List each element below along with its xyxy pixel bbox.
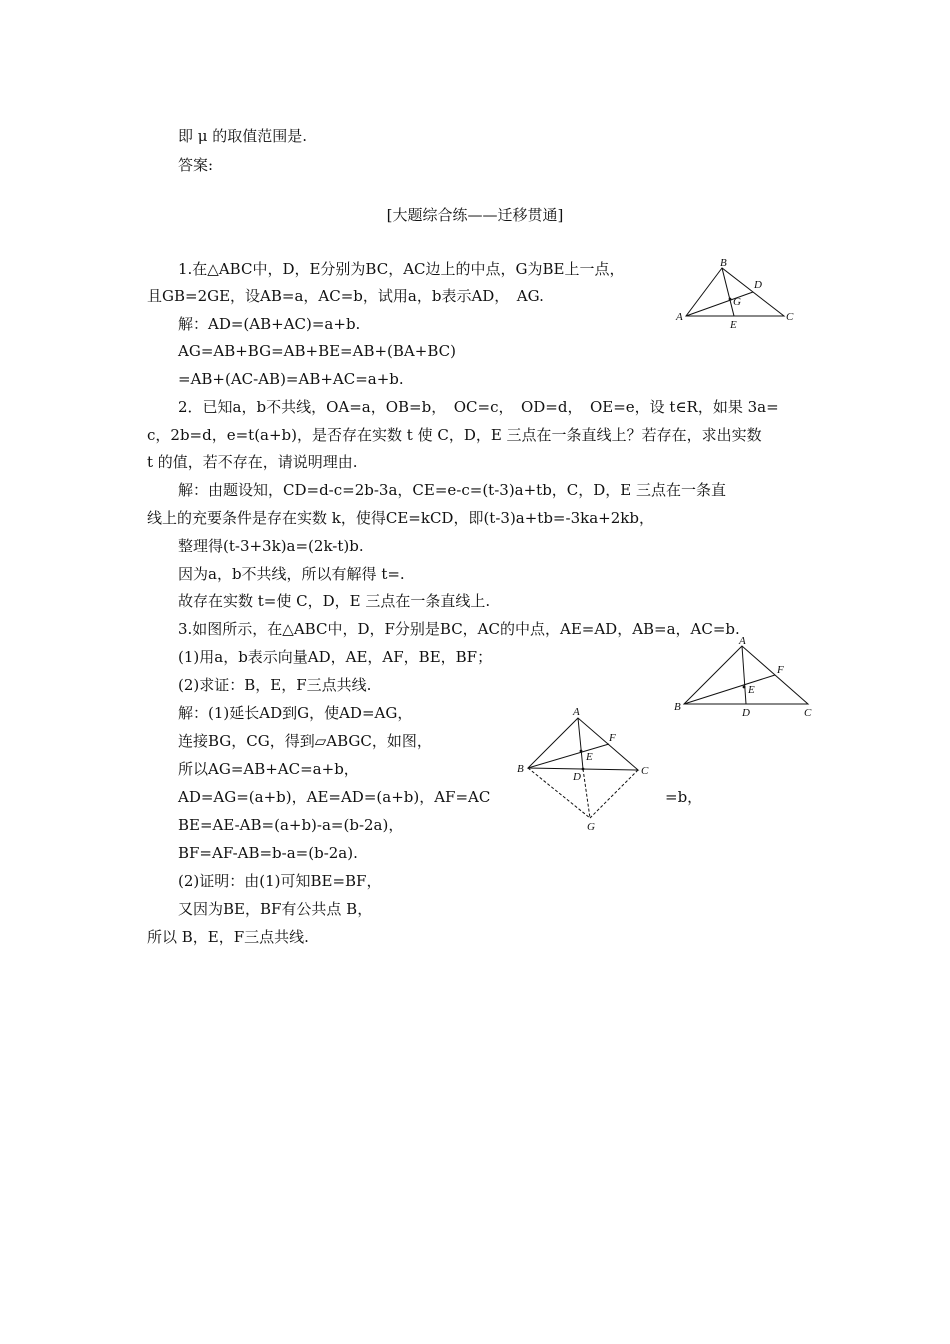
problem-3: 3.如图所示，在△ABC中，D，F分别是BC，AC的中点，AE=AD，AB=a，AC=b. [178, 620, 740, 638]
text-line: 且GB=2GE，设AB=a，AC=b，试用a，b表示AD， AG. [147, 287, 544, 305]
label-B: B [674, 701, 681, 713]
label-F: F [609, 732, 616, 744]
text-line: (2)求证：B，E，F三点共线. [178, 676, 372, 694]
label-A: A [573, 706, 580, 718]
label-F: F [777, 664, 784, 676]
text-line: BE=AE-AB=(a+b)-a=(b-2a)， [178, 816, 404, 834]
triangle-figure-1 [672, 256, 800, 332]
label-A: A [676, 311, 683, 323]
text-line: 又因为BE，BF有公共点 B， [178, 900, 373, 918]
text-line: (2)证明：由(1)可知BE=BF， [178, 872, 382, 890]
text-line: 即 μ 的取值范围是. [178, 127, 308, 145]
text-line: 解：(1)延长AD到G，使AD=AG， [178, 704, 413, 722]
text-line: AD=AG=(a+b)，AE=AD=(a+b)，AF=AC [178, 788, 491, 806]
text-line: c，2b=d，e=t(a+b)，是否存在实数 t 使 C，D，E 三点在一条直线上？若存在，求出实数 [147, 426, 762, 444]
text-line: AG=AB+BG=AB+BE=AB+(BA+BC) [178, 342, 456, 360]
label-D: D [754, 279, 762, 291]
label-E: E [586, 751, 593, 763]
label-C: C [641, 765, 649, 777]
text-line: 所以AG=AB+AC=a+b， [178, 760, 359, 778]
problem-2: 2．已知a，b不共线，OA=a，OB=b， OC=c， OD=d， OE=e，设 t∈R，如果 3a= [178, 398, 779, 416]
label-E: E [748, 684, 755, 696]
label-A: A [739, 636, 746, 647]
triangle-figure-2 [672, 636, 816, 720]
text-line: 整理得(t-3+3k)a=(2k-t)b. [178, 537, 364, 555]
label-C: C [786, 311, 794, 323]
label-C: C [804, 707, 812, 719]
text-line: 故存在实数 t=使 C，D，E 三点在一条直线上. [178, 592, 491, 610]
label-G: G [733, 296, 741, 308]
text-line: 解：由题设知，CD=d-c=2b-3a，CE=e-c=(t-3)a+tb，C，D，E 三点在一条直 [178, 481, 727, 499]
label-D: D [573, 771, 581, 783]
text-line: 因为a，b不共线，所以有解得 t=. [178, 565, 405, 583]
section-heading: [大题综合练——迁移贯通] [386, 206, 564, 224]
parallelogram-figure [512, 704, 662, 832]
label-B: B [720, 257, 727, 269]
text-line: t 的值，若不存在，请说明理由. [147, 453, 358, 471]
text-line: 连接BG，CG，得到▱ABGC，如图， [178, 732, 432, 750]
label-B: B [517, 763, 524, 775]
text-line: (1)用a，b表示向量AD，AE，AF，BE，BF； [178, 648, 493, 666]
label-E: E [730, 319, 737, 331]
label-D: D [742, 707, 750, 719]
problem-1: 1.在△ABC中，D，E分别为BC，AC边上的中点，G为BE上一点， [178, 260, 625, 278]
text-line: =AB+(AC-AB)=AB+AC=a+b. [178, 370, 404, 388]
label-G: G [587, 821, 595, 832]
text-line: 解：AD=(AB+AC)=a+b. [178, 315, 361, 333]
text-line: 答案: [178, 156, 214, 174]
text-line: BF=AF-AB=b-a=(b-2a). [178, 844, 358, 862]
text-line: 所以 B，E，F三点共线. [147, 928, 309, 946]
text-line: =b， [665, 788, 703, 806]
text-line: 线上的充要条件是存在实数 k，使得CE=kCD，即(t-3)a+tb=-3ka+2kb， [147, 509, 654, 527]
